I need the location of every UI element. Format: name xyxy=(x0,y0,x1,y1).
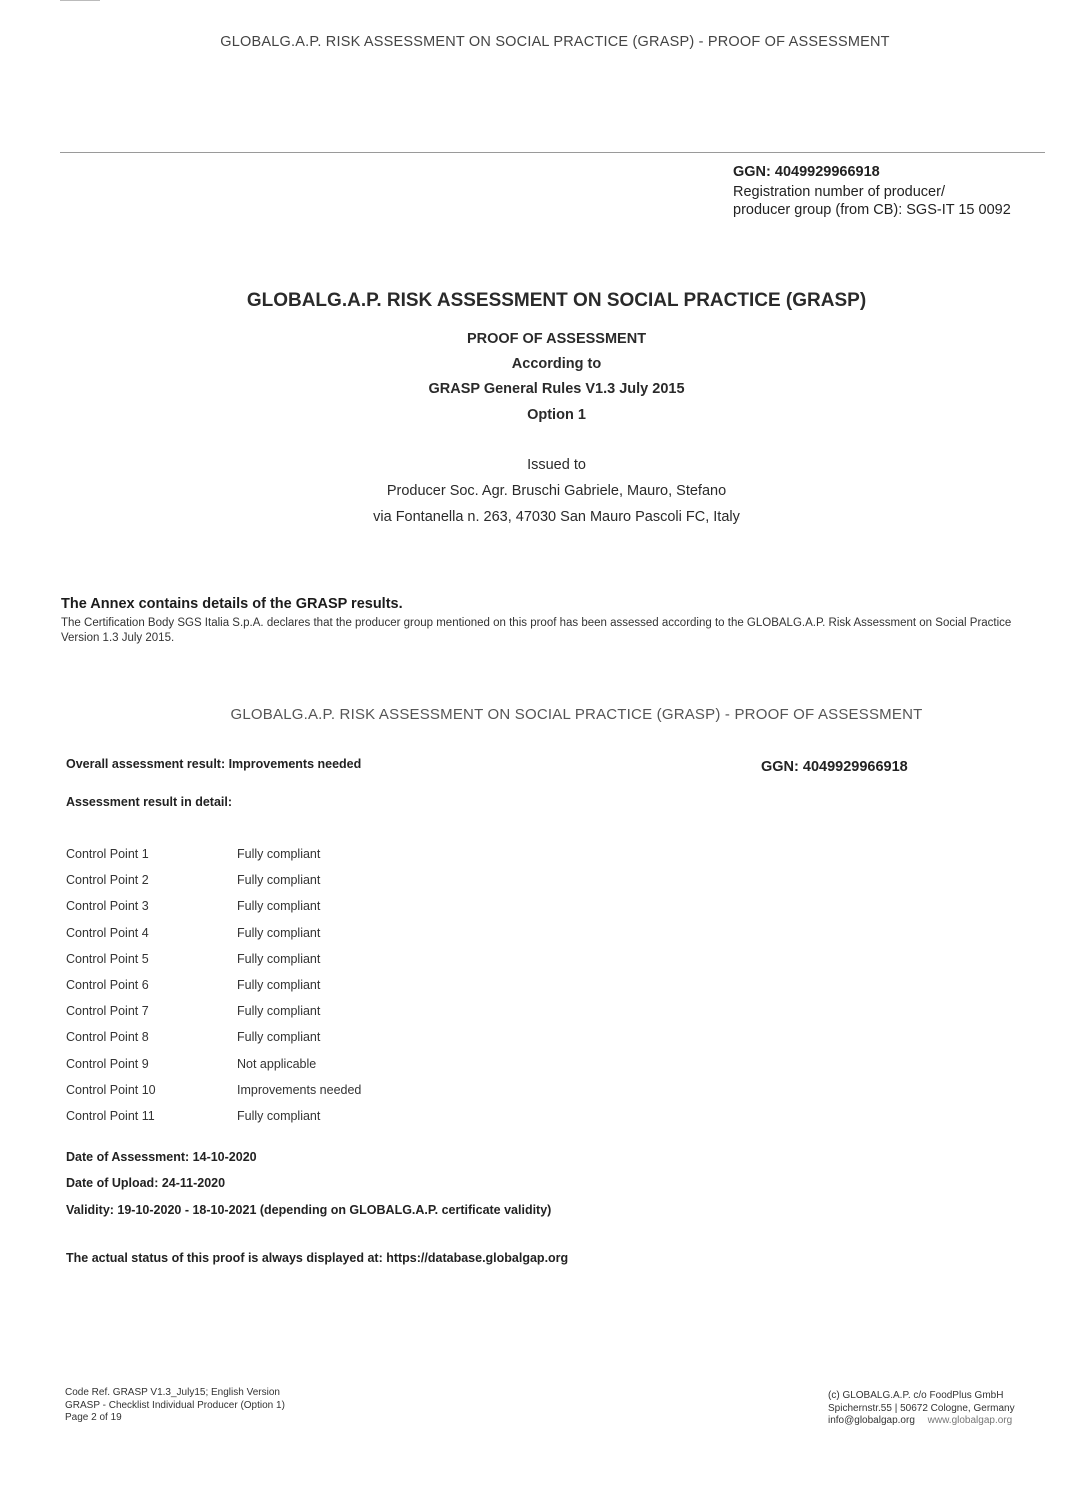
option-label: Option 1 xyxy=(527,407,586,423)
control-point-label: Control Point 3 xyxy=(66,899,149,914)
date-of-upload: Date of Upload: 24-11-2020 xyxy=(66,1176,226,1190)
control-point-label: Control Point 11 xyxy=(66,1109,155,1123)
control-point-result: Fully compliant xyxy=(237,873,321,888)
footer-copyright: (c) GLOBALG.A.P. c/o FoodPlus GmbH xyxy=(828,1390,1004,1401)
control-point-label: Control Point 5 xyxy=(66,951,149,966)
footer-address: Spichernstr.55 | 50672 Cologne, Germany xyxy=(828,1402,1015,1414)
producer-address: via Fontanella n. 263, 47030 San Mauro Pascoli FC, Italy xyxy=(373,509,740,525)
control-point-label: Control Point 9 xyxy=(66,1056,149,1071)
detail-heading: Assessment result in detail: xyxy=(66,795,233,809)
control-point-result: Fully compliant xyxy=(237,925,321,940)
issued-to: Issued to xyxy=(527,457,586,473)
header-divider xyxy=(60,152,1045,153)
control-point-label: Control Point 4 xyxy=(66,925,149,940)
annex-declaration: The Certification Body SGS Italia S.p.A. declares that the producer group mentioned on this proof has been assessed according to the GLOBALG.A.P. Risk Assessment on Social Practice Version 1.3 July 2015. xyxy=(61,617,1012,644)
rules-version: GRASP General Rules V1.3 July 2015 xyxy=(428,381,685,397)
footer-code-ref: Code Ref. GRASP V1.3_July15; English Version xyxy=(65,1387,280,1398)
producer-name: Producer Soc. Agr. Bruschi Gabriele, Mauro, Stefano xyxy=(386,483,727,499)
proof-subtitle: PROOF OF ASSESSMENT xyxy=(466,331,647,347)
control-point-label: Control Point 8 xyxy=(66,1030,149,1045)
control-point-result: Fully compliant xyxy=(237,1109,321,1123)
footer-email: info@globalgap.org xyxy=(828,1415,915,1426)
validity-period: Validity: 19-10-2020 - 18-10-2021 (depending on GLOBALG.A.P. certificate validity) xyxy=(66,1203,552,1217)
footer-right xyxy=(828,1390,1015,1428)
scan-edge-mark xyxy=(60,0,100,1)
control-point-label: Control Point 6 xyxy=(66,978,149,992)
control-point-result: Fully compliant xyxy=(237,847,321,861)
control-point-result: Improvements needed xyxy=(237,1082,362,1097)
footer-page-number: Page 2 of 19 xyxy=(65,1412,122,1423)
footer-left xyxy=(65,1387,285,1425)
control-point-label: Control Point 7 xyxy=(66,1004,149,1019)
footer-contact xyxy=(828,1415,1015,1428)
control-point-result: Fully compliant xyxy=(237,899,321,914)
page-header-title: GLOBALG.A.P. RISK ASSESSMENT ON SOCIAL PRACTICE (GRASP) - PROOF OF ASSESSMENT xyxy=(220,34,890,50)
status-note: The actual status of this proof is always displayed at: https://database.globalgap.org xyxy=(66,1251,569,1265)
ggn-number: GGN: 4049929966918 xyxy=(733,164,880,180)
document-title: GLOBALG.A.P. RISK ASSESSMENT ON SOCIAL PRACTICE (GRASP) xyxy=(246,290,867,311)
control-point-label: Control Point 1 xyxy=(66,847,149,861)
date-of-assessment: Date of Assessment: 14-10-2020 xyxy=(66,1150,257,1164)
footer-checklist: GRASP - Checklist Individual Producer (Option 1) xyxy=(65,1399,285,1411)
control-point-label: Control Point 2 xyxy=(66,873,149,888)
registration-block xyxy=(733,163,1011,219)
control-point-result: Fully compliant xyxy=(237,1004,321,1019)
control-point-result: Fully compliant xyxy=(237,1030,321,1045)
according-to: According to xyxy=(511,356,602,372)
control-point-label: Control Point 10 xyxy=(66,1082,156,1097)
footer-website: www.globalgap.org xyxy=(927,1415,1013,1426)
control-point-result: Fully compliant xyxy=(237,978,321,992)
annex-heading: The Annex contains details of the GRASP results. xyxy=(61,596,403,612)
results-ggn: GGN: 4049929966918 xyxy=(761,759,908,775)
registration-line-2: producer group (from CB): SGS-IT 15 0092 xyxy=(733,202,1011,218)
overall-result: Overall assessment result: Improvements needed xyxy=(66,757,362,771)
registration-line-1: Registration number of producer/ xyxy=(733,184,945,200)
control-point-result: Not applicable xyxy=(237,1056,317,1071)
control-point-result: Fully compliant xyxy=(237,951,321,966)
results-header-title: GLOBALG.A.P. RISK ASSESSMENT ON SOCIAL PRACTICE (GRASP) - PROOF OF ASSESSMENT xyxy=(230,706,923,723)
